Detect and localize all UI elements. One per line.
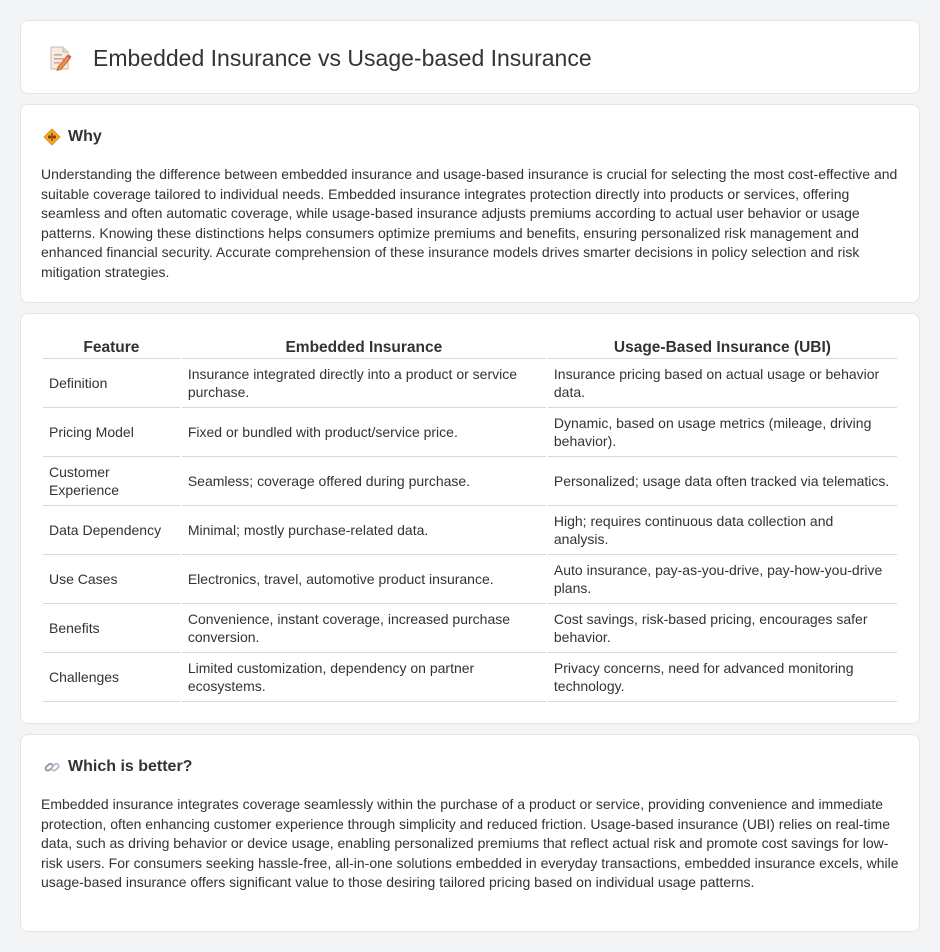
title-row xyxy=(45,43,592,73)
feature-cell: Pricing Model xyxy=(43,408,180,457)
ubi-cell: High; requires continuous data collection and analysis. xyxy=(548,506,897,555)
table-row xyxy=(43,604,897,653)
why-title: Why xyxy=(68,128,102,145)
feature-cell: Use Cases xyxy=(43,555,180,604)
table-row xyxy=(43,555,897,604)
ubi-cell: Privacy concerns, need for advanced monitoring technology. xyxy=(548,653,897,702)
page-title: Embedded Insurance vs Usage-based Insurance xyxy=(93,45,592,71)
table-header-row xyxy=(43,334,897,359)
why-header xyxy=(43,127,102,147)
ubi-cell: Personalized; usage data often tracked via telematics. xyxy=(548,457,897,506)
ubi-cell: Dynamic, based on usage metrics (mileage, driving behavior). xyxy=(548,408,897,457)
feature-cell: Definition xyxy=(43,359,180,408)
better-header xyxy=(43,757,192,777)
feature-cell: Benefits xyxy=(43,604,180,653)
why-text: Understanding the difference between embedded insurance and usage-based insurance is crucial for selecting the most cost-effective and suitable coverage tailored to individual needs. Embedded insurance integrates protection directly into products or services, offering seamless and often automatic coverage, while usage-based insurance adjusts premiums according to actual user behavior or usage patterns. Knowing these distinctions helps consumers optimize premiums and benefits, ensuring personalized risk management and enhanced financial security. Accurate comprehension of these insurance models drives smarter decisions in policy selection and risk mitigation strategies. xyxy=(41,166,898,280)
embedded-cell: Insurance integrated directly into a product or service purchase. xyxy=(182,359,546,408)
ubi-cell: Insurance pricing based on actual usage or behavior data. xyxy=(548,359,897,408)
embedded-cell: Fixed or bundled with product/service price. xyxy=(182,408,546,457)
embedded-cell: Minimal; mostly purchase-related data. xyxy=(182,506,546,555)
embedded-cell: Limited customization, dependency on partner ecosystems. xyxy=(182,653,546,702)
diamond-sign-icon xyxy=(43,128,61,146)
why-section xyxy=(20,104,920,303)
embedded-cell: Seamless; coverage offered during purchase. xyxy=(182,457,546,506)
embedded-cell: Convenience, instant coverage, increased purchase conversion. xyxy=(182,604,546,653)
embedded-cell: Electronics, travel, automotive product insurance. xyxy=(182,555,546,604)
ubi-cell: Cost savings, risk-based pricing, encourages safer behavior. xyxy=(548,604,897,653)
ubi-cell: Auto insurance, pay-as-you-drive, pay-how-you-drive plans. xyxy=(548,555,897,604)
better-title: Which is better? xyxy=(68,758,193,775)
table-row xyxy=(43,653,897,702)
table-row xyxy=(43,359,897,408)
feature-cell: Data Dependency xyxy=(43,506,180,555)
link-icon xyxy=(43,758,61,776)
comparison-section xyxy=(20,313,920,724)
title-card xyxy=(20,20,920,94)
comparison-table xyxy=(41,334,899,702)
table-row xyxy=(43,408,897,457)
document-pencil-icon xyxy=(45,44,73,72)
which-better-section xyxy=(20,734,920,932)
table-row xyxy=(43,457,897,506)
header-ubi: Usage-Based Insurance (UBI) xyxy=(548,334,897,359)
table-row xyxy=(43,506,897,555)
header-embedded: Embedded Insurance xyxy=(182,334,546,359)
better-text: Embedded insurance integrates coverage seamlessly within the purchase of a product or service, providing convenience and immediate protection, often enhancing customer experience through simplicity and reduced friction. Usage-based insurance (UBI) relies on real-time data, such as driving behavior or device usage, enabling personalized premiums that reflect actual risk and promote cost savings for low-risk users. For consumers seeking hassle-free, all-in-one solutions embedded in everyday transactions, embedded insurance excels, while usage-based insurance offers significant value to those desiring tailored pricing based on individual usage patterns. xyxy=(41,796,899,890)
feature-cell: Challenges xyxy=(43,653,180,702)
feature-cell: Customer Experience xyxy=(43,457,180,506)
header-feature: Feature xyxy=(43,334,180,359)
